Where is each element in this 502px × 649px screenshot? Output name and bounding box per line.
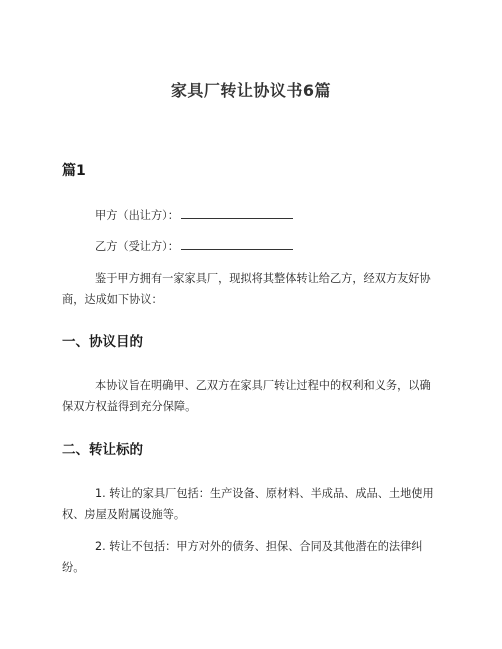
- party-b-blank: [181, 238, 293, 250]
- party-a-line: [62, 205, 434, 226]
- subject-paragraph-1: 1. 转让的家具厂包括：生产设备、原材料、半成品、成品、土地使用权、房屋及附属设施等。: [62, 487, 434, 521]
- party-b-line: [62, 236, 434, 257]
- purpose-paragraph: 本协议旨在明确甲、乙双方在家具厂转让过程中的权利和义务，以确保双方权益得到充分保障。: [62, 379, 431, 413]
- party-b-label: 乙方（受让方）：: [95, 240, 179, 253]
- section-heading-subject: 二、转让标的: [62, 442, 143, 458]
- part-heading: 篇1: [62, 163, 86, 179]
- party-a-label: 甲方（出让方）：: [95, 209, 179, 222]
- intro-paragraph: 鉴于甲方拥有一家家具厂，现拟将其整体转让给乙方，经双方友好协商，达成如下协议：: [62, 272, 431, 306]
- document-title: 家具厂转让协议书6篇: [170, 81, 332, 100]
- party-a-blank: [181, 207, 293, 219]
- subject-paragraph-2: 2. 转让不包括：甲方对外的债务、担保、合同及其他潜在的法律纠纷。: [62, 540, 423, 574]
- section-heading-purpose: 一、协议目的: [62, 334, 143, 350]
